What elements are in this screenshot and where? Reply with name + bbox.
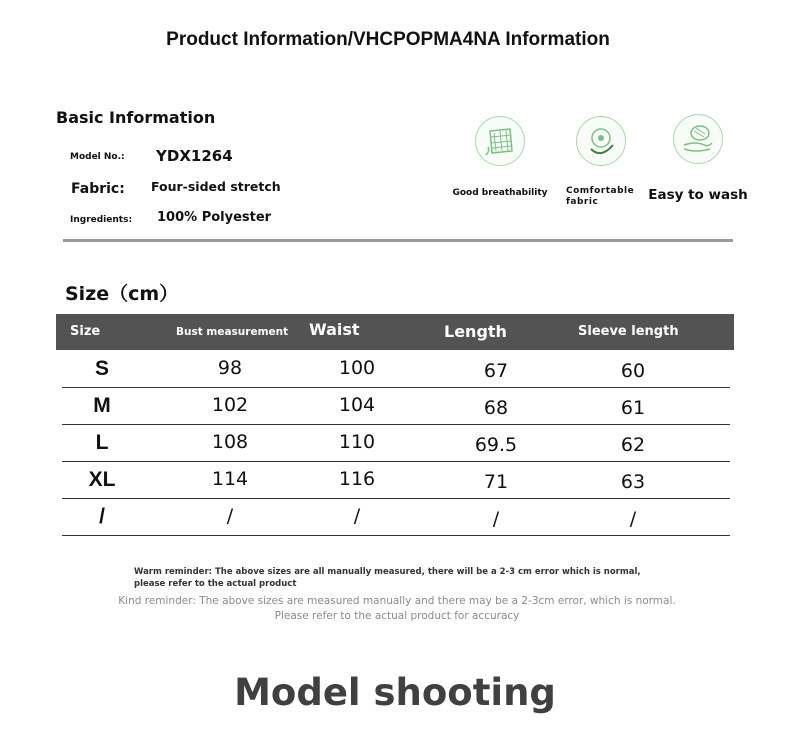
section-divider	[63, 239, 733, 242]
warm-reminder	[134, 566, 654, 590]
size-cell: /	[99, 505, 105, 528]
model-value: YDX1264	[156, 147, 233, 165]
kind-reminder	[100, 594, 694, 624]
size-cell: L	[95, 431, 109, 454]
basic-info-heading: Basic Information	[56, 108, 216, 127]
waist-cell: 100	[338, 357, 376, 379]
table-row	[62, 387, 730, 425]
comfortable-fabric-icon	[576, 116, 626, 166]
length-cell: /	[492, 508, 500, 530]
model-shooting-heading: Model shooting	[234, 671, 556, 714]
waist-cell: 104	[338, 394, 376, 416]
sleeve-cell: 60	[620, 360, 646, 382]
column-header-waist: Waist	[309, 320, 360, 339]
length-cell: 67	[483, 360, 509, 382]
ingredients-label: Ingredients:	[70, 215, 133, 225]
waist-cell: 110	[338, 431, 376, 453]
feature-label: Easy to wash	[648, 187, 748, 203]
breathable-fabric-icon	[475, 116, 525, 166]
size-heading: Size（cm）	[65, 283, 179, 305]
feature-breathability	[448, 116, 552, 198]
wash-hand-icon	[673, 114, 723, 164]
sleeve-cell: 61	[620, 397, 646, 419]
feature-comfortable	[566, 116, 638, 208]
size-cell: M	[93, 394, 111, 417]
sleeve-cell: /	[629, 508, 637, 530]
table-row	[62, 350, 730, 388]
kind-reminder-line: Kind reminder: The above sizes are measured manually and there may be a 2-3cm error, which is normal.	[118, 595, 676, 607]
length-cell: 69.5	[474, 434, 518, 456]
sleeve-cell: 63	[620, 471, 646, 493]
column-header-sleeve: Sleeve length	[578, 324, 679, 339]
bust-cell: 102	[211, 394, 249, 416]
fabric-value: Four-sided stretch	[151, 179, 281, 194]
size-cell: S	[94, 357, 109, 380]
warm-reminder-line: Warm reminder: The above sizes are all manually measured, there will be a 2-3 cm error which is normal,	[134, 567, 641, 577]
warm-reminder-line: please refer to the actual product	[134, 579, 297, 589]
bust-cell: 98	[217, 357, 243, 379]
length-cell: 71	[483, 471, 509, 493]
page-title: Product Information/VHCPOPMA4NA Information	[166, 29, 610, 50]
column-header-size: Size	[70, 324, 101, 339]
kind-reminder-line: Please refer to the actual product for accuracy	[274, 610, 520, 622]
column-header-bust: Bust measurement	[176, 326, 289, 338]
bust-cell: 114	[211, 468, 249, 490]
feature-label: Good breathability	[452, 188, 548, 198]
waist-cell: /	[353, 505, 361, 527]
size-cell: XL	[88, 468, 116, 491]
model-label: Model No.:	[70, 152, 125, 162]
sleeve-cell: 62	[620, 434, 646, 456]
size-table-header	[56, 314, 734, 350]
bust-cell: /	[226, 505, 234, 527]
table-row	[62, 498, 730, 536]
fabric-label: Fabric:	[71, 181, 125, 197]
feature-label: Comfortable fabric	[566, 186, 635, 207]
table-row	[62, 424, 730, 462]
table-row	[62, 461, 730, 499]
length-cell: 68	[483, 397, 509, 419]
feature-wash	[648, 114, 748, 203]
waist-cell: 116	[338, 468, 376, 490]
ingredients-value: 100% Polyester	[157, 210, 272, 225]
column-header-length: Length	[444, 322, 507, 341]
bust-cell: 108	[211, 431, 249, 453]
